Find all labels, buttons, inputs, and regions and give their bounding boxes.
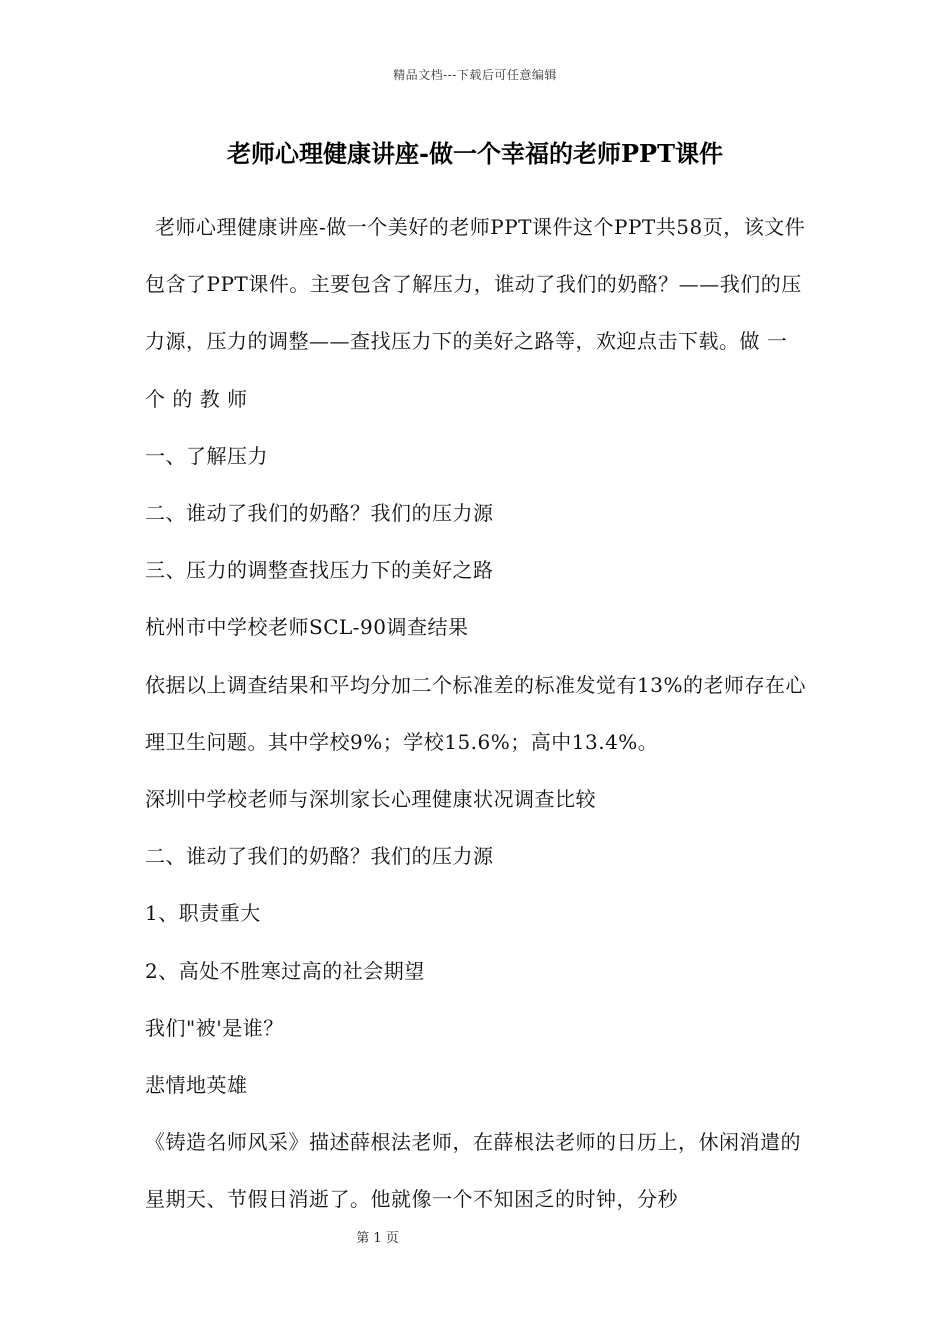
document-body [145,199,810,1229]
comparison-heading: 深圳中学校老师与深圳家长心理健康状况调查比较 [145,787,596,812]
story-paragraph: 《铸造名师风采》描述薛根法老师，在薛根法老师的日历上，休闲消遣的星期天、节假日消逝了。他就像一个不知困乏的时钟，分秒 [145,1130,801,1212]
question-line: 我们"被'是谁？ [145,1015,284,1040]
list-item-2: 2、高处不胜寒过高的社会期望 [145,958,425,983]
section-heading-2: 二、谁动了我们的奶酪？我们的压力源 [145,501,494,526]
section-heading-1: 一、了解压力 [145,443,268,468]
survey-heading: 杭州市中学校老师SCL-90调查结果 [145,615,469,640]
header-note: 精品文档---下载后可任意编辑 [393,68,557,82]
page-number-footer: 第 1 页 [356,1231,399,1246]
section-heading-2-repeat: 二、谁动了我们的奶酪？我们的压力源 [145,844,494,869]
intro-paragraph: 老师心理健康讲座-做一个美好的老师PPT课件这个PPT共58页，该文件包含了PPT课件。主要包含了解压力，谁动了我们的奶酪？——我们的压力源，压力的调整——查找压力下的美好之路等，欢迎点击下载。做 一 个 的 教 师 [145,215,806,411]
section-heading-3: 三、压力的调整查找压力下的美好之路 [145,558,494,583]
subheading-tragic-hero: 悲情地英雄 [145,1073,248,1098]
list-item-1: 1、职责重大 [145,901,261,926]
survey-result-paragraph: 依据以上调查结果和平均分加二个标准差的标准发觉有13%的老师存在心理卫生问题。其中学校9%；学校15.6%；高中13.4%。 [145,672,806,754]
document-title: 老师心理健康讲座-做一个幸福的老师PPT课件 [227,139,723,168]
